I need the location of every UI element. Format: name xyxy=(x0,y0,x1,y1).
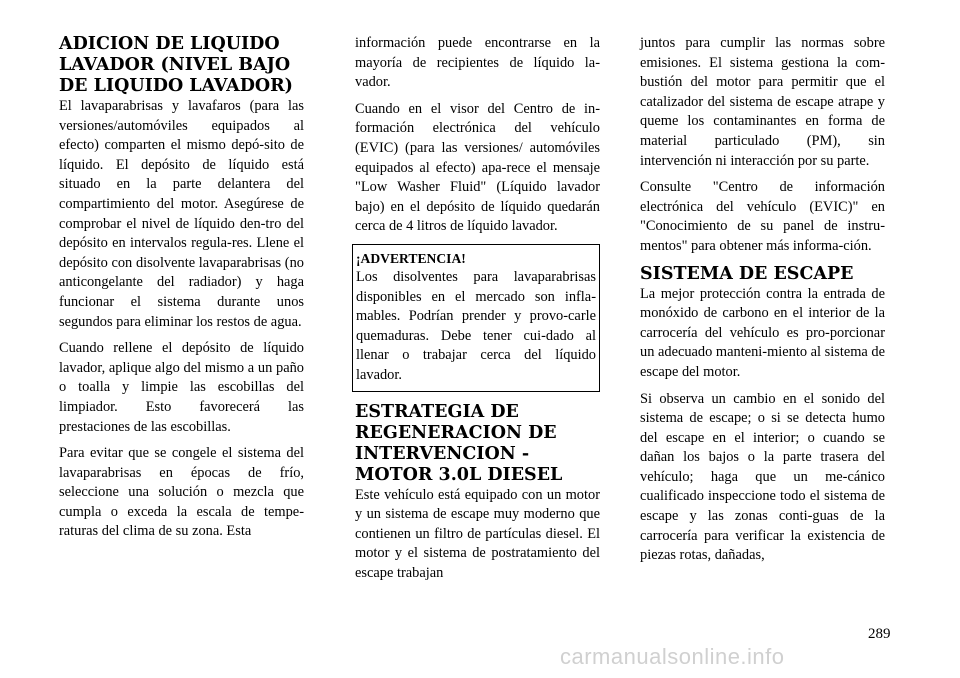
section-heading-exhaust: SISTEMA DE ESCAPE xyxy=(640,263,854,284)
page-number: 289 xyxy=(868,626,891,642)
warning-text: Los disolventes para lavaparabrisas disponibles en el mercado son infla-mables. Podrían prender y provo-carle quemaduras. Debe tener cui-dado al llenar o trabajar cerca del líquido lavador. xyxy=(356,268,596,383)
paragraph: Cuando rellene el depósito de líquido lavador, aplique algo del mismo a un paño o toalla y limpie las escobillas del limpiador. Esto favorecerá las prestaciones de las escobillas. xyxy=(59,340,304,435)
paragraph: Este vehículo está equipado con un motor y un sistema de escape muy moderno que contienen un filtro de partículas diesel. El motor y el sistema de postratamiento del escape trabajan xyxy=(355,486,600,581)
paragraph: Cuando en el visor del Centro de in-formación electrónica del vehículo (EVIC) (para las versiones/ automóviles equipados al efecto) apa-rece el mensaje "Low Washer Fluid" (Líquido lavador bajo) en el depósito de líquido quedarán cerca de 4 litros de líquido lavador. xyxy=(355,100,600,235)
paragraph: La mejor protección contra la entrada de monóxido de carbono en el interior de la carrocería del vehículo es pro-porcionar un adecuado manteni-miento al sistema de escape del motor. xyxy=(640,285,885,380)
warning-title: ¡ADVERTENCIA! xyxy=(356,250,466,266)
section-heading-regeneration: ESTRATEGIA DE REGENERACION DE INTERVENCION - MOTOR 3.0L DIESEL xyxy=(355,401,563,485)
paragraph: Para evitar que se congele el sistema del lavaparabrisas en épocas de frío, seleccione una solución o mezcla que cumpla o exceda la escala de tempe-raturas del clima de su zona. Esta xyxy=(59,445,304,540)
section-heading-washer-fluid: ADICION DE LIQUIDO LAVADOR (NIVEL BAJO DE LIQUIDO LAVADOR) xyxy=(59,34,293,96)
paragraph: Si observa un cambio en el sonido del sistema de escape; o si se detecta humo del escape en el interior; o cuando se dañan los bajos o la parte trasera del vehículo; haga que un me-cánico cualificado inspeccione todo el sistema de escape y las zonas conti-guas de la carrocería para verificar la existencia de piezas rotas, dañadas, xyxy=(640,390,885,564)
warning-box xyxy=(352,244,600,392)
watermark: carmanualsonline.info xyxy=(560,644,785,669)
column-1 xyxy=(59,34,304,549)
paragraph: información puede encontrarse en la mayoría de recipientes de líquido la-vador. xyxy=(355,35,600,91)
column-3 xyxy=(640,34,885,573)
column-2 xyxy=(355,34,600,590)
paragraph: Consulte "Centro de información electrónica del vehículo (EVIC)" en "Conocimiento de su panel de instru-mentos" para obtener más informa-ción. xyxy=(640,179,885,254)
paragraph: El lavaparabrisas y lavafaros (para las versiones/automóviles equipados al efecto) comparten el mismo depó-sito de líquido. El depósito de líquido está situado en la parte delantera del compartimiento del motor. Asegúrese de comprobar el nivel de líquido den-tro del depósito en intervalos regula-res. Llene el depósito con disolvente lavaparabrisas (no anticongelante del radiador) y haga funcionar el sistema durante unos segundos para eliminar los restos de agua. xyxy=(59,98,304,330)
paragraph: juntos para cumplir las normas sobre emisiones. El sistema gestiona la com-bustión del motor para permitir que el catalizador del sistema de escape atrape y queme los contaminantes en forma de material particulado (PM), sin intervención ni interacción por su parte. xyxy=(640,35,885,169)
